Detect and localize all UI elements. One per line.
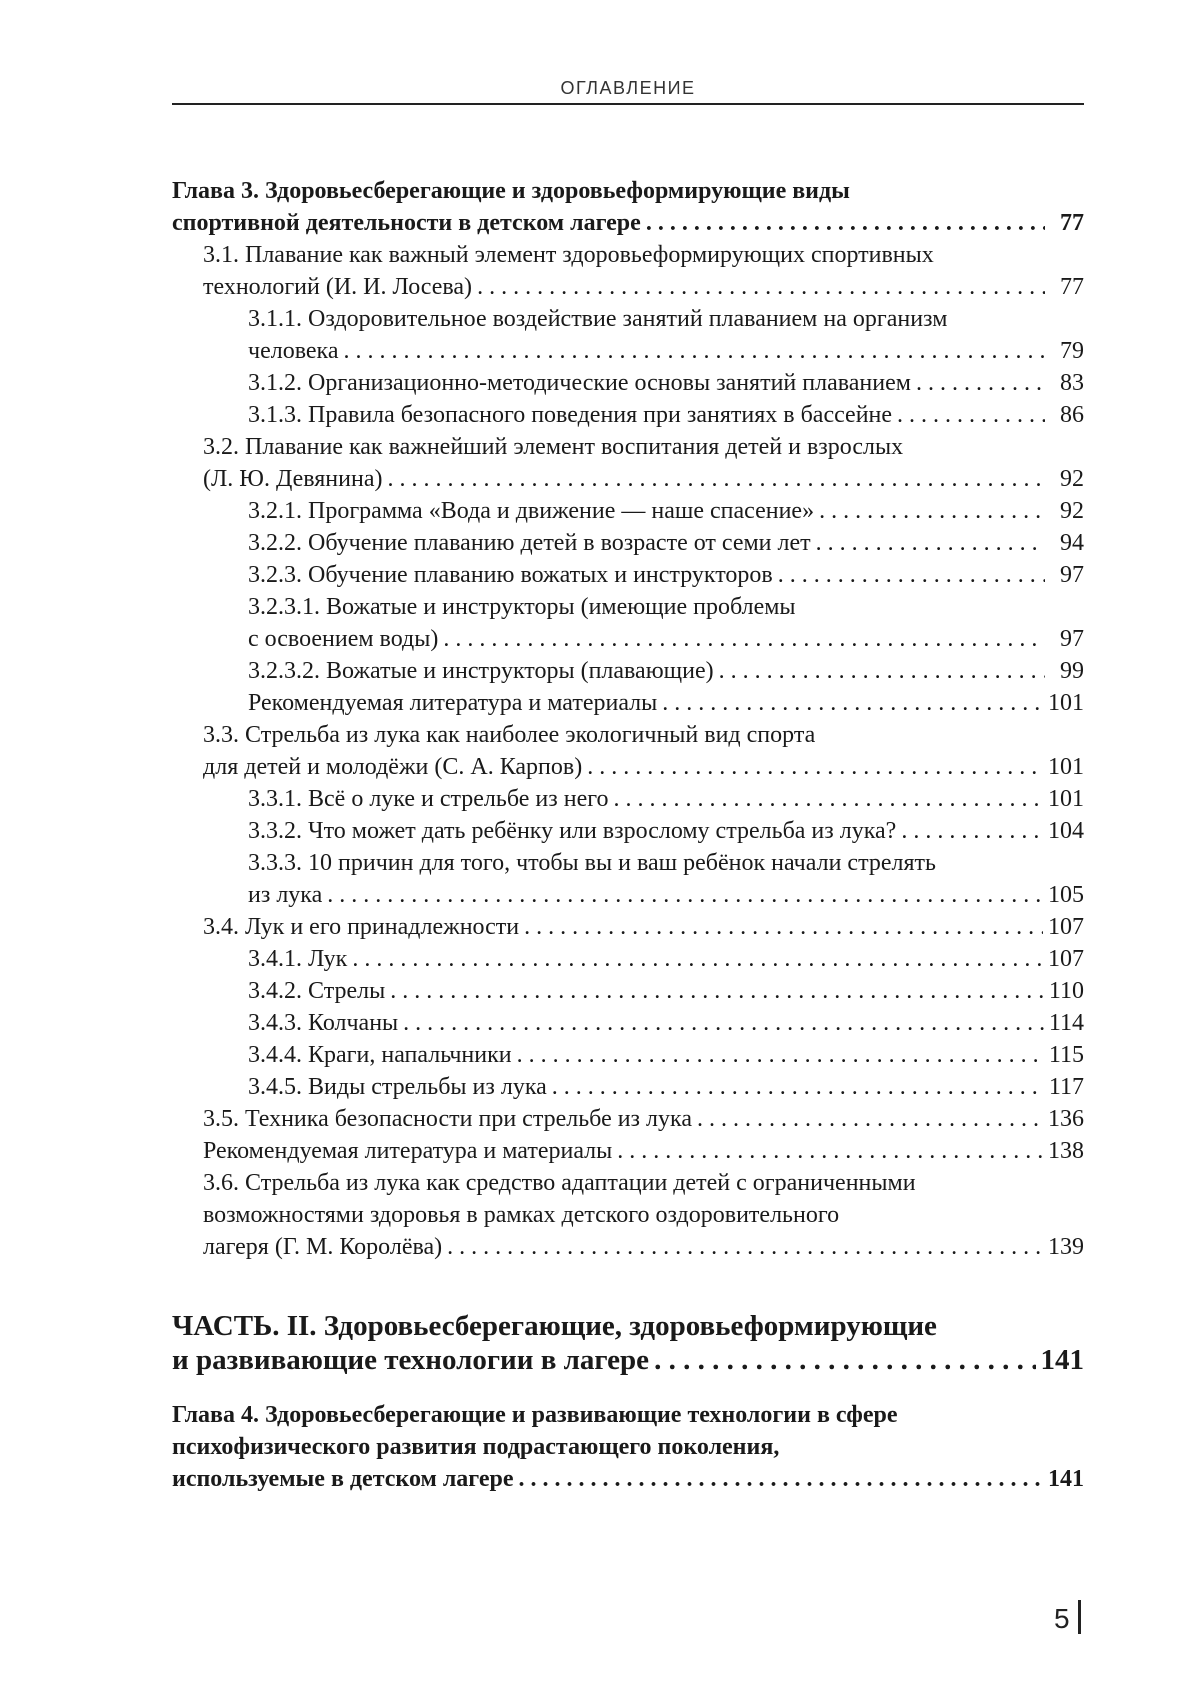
header-rule xyxy=(172,103,1084,105)
toc-entry-3-2-3[interactable] xyxy=(172,559,1084,591)
toc-entry-part-2[interactable] xyxy=(172,1309,1084,1377)
toc-entry-3-2-3-1[interactable] xyxy=(172,591,1084,655)
toc-page-number: 104 xyxy=(1048,818,1084,844)
toc-entry-3-3-1[interactable] xyxy=(172,783,1084,815)
dot-leader xyxy=(344,335,1046,367)
toc-entry-title: 3.1.2. Организационно-методические основы занятий плаванием xyxy=(248,370,911,396)
toc-entry-title: 3.4.4. Краги, напальчники xyxy=(248,1042,512,1068)
toc-page-number: 107 xyxy=(1048,914,1084,940)
toc-entry-title: 3.4. Лук и его принадлежности xyxy=(203,914,520,940)
toc-page-number: 97 xyxy=(1060,626,1084,652)
toc-entry-3-2-3-2[interactable] xyxy=(172,655,1084,687)
toc-page-number: 92 xyxy=(1060,466,1084,492)
toc-entry-3-3-3[interactable] xyxy=(172,847,1084,911)
toc-entry-3-2[interactable] xyxy=(172,431,1084,495)
spacer xyxy=(172,1263,1084,1309)
spacer xyxy=(172,1377,1084,1399)
toc-entry-3-6[interactable] xyxy=(172,1167,1084,1263)
dot-leader xyxy=(387,463,1045,495)
toc-entry-title: (Л. Ю. Девянина) xyxy=(203,466,383,492)
toc-entry-chapter-3[interactable] xyxy=(172,175,1084,239)
toc-entry-3-4-1[interactable] xyxy=(172,943,1084,975)
toc-entry-title: Рекомендуемая литература и материалы xyxy=(203,1138,613,1164)
toc-page-number: 86 xyxy=(1060,402,1084,428)
toc-entry-title: 3.2.3.1. Вожатые и инструкторы (имеющие проблемы xyxy=(248,594,796,620)
dot-leader xyxy=(443,623,1045,655)
toc-page-number: 110 xyxy=(1048,978,1084,1004)
toc-entry-3-4-4[interactable] xyxy=(172,1039,1084,1071)
toc-entry-chapter-4[interactable] xyxy=(172,1399,1084,1495)
toc-page-number: 83 xyxy=(1060,370,1084,396)
toc-entry-title: 3.4.1. Лук xyxy=(248,946,348,972)
toc-entry-title: 3.1.3. Правила безопасного поведения при занятиях в бассейне xyxy=(248,402,893,428)
toc-entry-title: 3.3.3. 10 причин для того, чтобы вы и ваш ребёнок начали стрелять xyxy=(248,850,936,876)
dot-leader xyxy=(552,1071,1044,1103)
running-title: ОГЛАВЛЕНИЕ xyxy=(560,78,696,98)
toc-entry-title: 3.2.3. Обучение плаванию вожатых и инструкторов xyxy=(248,562,773,588)
toc-entry-title: 3.3. Стрельба из лука как наиболее экологичный вид спорта xyxy=(203,722,816,748)
toc-entry-3-4[interactable] xyxy=(172,911,1084,943)
toc-entry-title: и развивающие технологии в лагере xyxy=(172,1344,650,1376)
toc-page-number: 114 xyxy=(1048,1010,1084,1036)
dot-leader xyxy=(477,271,1045,303)
toc-entry-3-5[interactable] xyxy=(172,1103,1084,1135)
dot-leader xyxy=(816,527,1045,559)
dot-leader xyxy=(654,1343,1035,1377)
toc-page-number: 101 xyxy=(1048,690,1084,716)
dot-leader xyxy=(587,751,1043,783)
toc-entry-title: возможностями здоровья в рамках детского оздоровительного xyxy=(203,1202,840,1228)
toc-page-number: 115 xyxy=(1048,1042,1084,1068)
toc-page-number: 117 xyxy=(1048,1074,1084,1100)
toc-page-number: 141 xyxy=(1040,1344,1084,1376)
toc-entry-3-1[interactable] xyxy=(172,239,1084,303)
toc-page-number: 139 xyxy=(1048,1234,1084,1260)
toc-entry-3-3-2[interactable] xyxy=(172,815,1084,847)
dot-leader xyxy=(390,975,1044,1007)
toc-entry-title: 3.4.2. Стрелы xyxy=(248,978,386,1004)
page-number-bar xyxy=(1078,1600,1081,1634)
toc-entry-3-4-2[interactable] xyxy=(172,975,1084,1007)
toc-entry-title: Глава 4. Здоровьесберегающие и развивающие технологии в сфере xyxy=(172,1402,898,1428)
toc-entry-3-1-3[interactable] xyxy=(172,399,1084,431)
toc-entry-title: 3.1. Плавание как важный элемент здоровьеформирующих спортивных xyxy=(203,242,934,268)
dot-leader xyxy=(901,815,1043,847)
toc-entry-3-3[interactable] xyxy=(172,719,1084,783)
toc-entry-3-1-2[interactable] xyxy=(172,367,1084,399)
dot-leader xyxy=(662,687,1043,719)
toc-entry-title: 3.1.1. Оздоровительное воздействие занятий плаванием на организм xyxy=(248,306,948,332)
dot-leader xyxy=(778,559,1045,591)
toc-page-number: 101 xyxy=(1048,786,1084,812)
toc-entry-title: 3.2.1. Программа «Вода и движение — наше спасение» xyxy=(248,498,815,524)
toc-page-number: 99 xyxy=(1060,658,1084,684)
toc-entry-literature-2[interactable] xyxy=(172,1135,1084,1167)
dot-leader xyxy=(916,367,1045,399)
dot-leader xyxy=(517,1039,1044,1071)
dot-leader xyxy=(697,1103,1043,1135)
toc-entry-title: 3.4.5. Виды стрельбы из лука xyxy=(248,1074,547,1100)
toc-entry-title: лагеря (Г. М. Королёва) xyxy=(203,1234,443,1260)
toc-page-number: 97 xyxy=(1060,562,1084,588)
toc-entry-literature-1[interactable] xyxy=(172,687,1084,719)
toc-entry-title: 3.4.3. Колчаны xyxy=(248,1010,399,1036)
toc-entry-title: спортивной деятельности в детском лагере xyxy=(172,210,641,236)
toc-entry-title: 3.3.2. Что может дать ребёнку или взрослому стрельба из лука? xyxy=(248,818,897,844)
toc-entry-3-2-1[interactable] xyxy=(172,495,1084,527)
dot-leader xyxy=(613,783,1043,815)
toc-entry-title: ЧАСТЬ. II. Здоровьесберегающие, здоровьеформирующие xyxy=(172,1310,937,1342)
dot-leader xyxy=(524,911,1043,943)
toc-entry-title: человека xyxy=(248,338,339,364)
toc-entry-title: Глава 3. Здоровьесберегающие и здоровьеформирующие виды xyxy=(172,178,850,204)
toc-entry-title: используемые в детском лагере xyxy=(172,1466,514,1492)
dot-leader xyxy=(819,495,1045,527)
dot-leader xyxy=(403,1007,1044,1039)
toc-entry-3-2-2[interactable] xyxy=(172,527,1084,559)
toc-page-number: 79 xyxy=(1060,338,1084,364)
toc-page-number: 138 xyxy=(1048,1138,1084,1164)
toc-entry-title: 3.3.1. Всё о луке и стрельбе из него xyxy=(248,786,609,812)
toc-page-number: 136 xyxy=(1048,1106,1084,1132)
toc-entry-title: 3.6. Стрельба из лука как средство адаптации детей с ограниченными xyxy=(203,1170,916,1196)
toc-page-number: 101 xyxy=(1048,754,1084,780)
toc-entry-3-4-5[interactable] xyxy=(172,1071,1084,1103)
dot-leader xyxy=(617,1135,1043,1167)
toc-entry-title: для детей и молодёжи (С. А. Карпов) xyxy=(203,754,583,780)
dot-leader xyxy=(646,207,1045,239)
dot-leader xyxy=(327,879,1043,911)
toc-page-number: 105 xyxy=(1048,882,1084,908)
toc-entry-title: с освоением воды) xyxy=(248,626,439,652)
toc-entry-title: технологий (И. И. Лосева) xyxy=(203,274,473,300)
dot-leader xyxy=(719,655,1045,687)
toc-page-number: 77 xyxy=(1060,274,1084,300)
toc-entry-3-4-3[interactable] xyxy=(172,1007,1084,1039)
toc-entry-title: из лука xyxy=(248,882,323,908)
toc-page-number: 77 xyxy=(1060,210,1084,236)
toc-page-number: 94 xyxy=(1060,530,1084,556)
toc-page-number: 92 xyxy=(1060,498,1084,524)
toc-entry-title: психофизического развития подрастающего поколения, xyxy=(172,1434,780,1460)
toc-page-number: 141 xyxy=(1048,1466,1084,1492)
dot-leader xyxy=(897,399,1045,431)
toc-entry-title: 3.2. Плавание как важнейший элемент воспитания детей и взрослых xyxy=(203,434,904,460)
table-of-contents xyxy=(172,175,1084,1495)
dot-leader xyxy=(447,1231,1043,1263)
toc-entry-title: Рекомендуемая литература и материалы xyxy=(248,690,658,716)
toc-page-number: 107 xyxy=(1048,946,1084,972)
toc-entry-title: 3.2.3.2. Вожатые и инструкторы (плавающие) xyxy=(248,658,714,684)
toc-entry-title: 3.2.2. Обучение плаванию детей в возрасте от семи лет xyxy=(248,530,811,556)
toc-entry-title: 3.5. Техника безопасности при стрельбе из лука xyxy=(203,1106,692,1132)
dot-leader xyxy=(352,943,1043,975)
dot-leader xyxy=(519,1463,1043,1495)
toc-entry-3-1-1[interactable] xyxy=(172,303,1084,367)
page-number: 5 xyxy=(1054,1603,1070,1634)
